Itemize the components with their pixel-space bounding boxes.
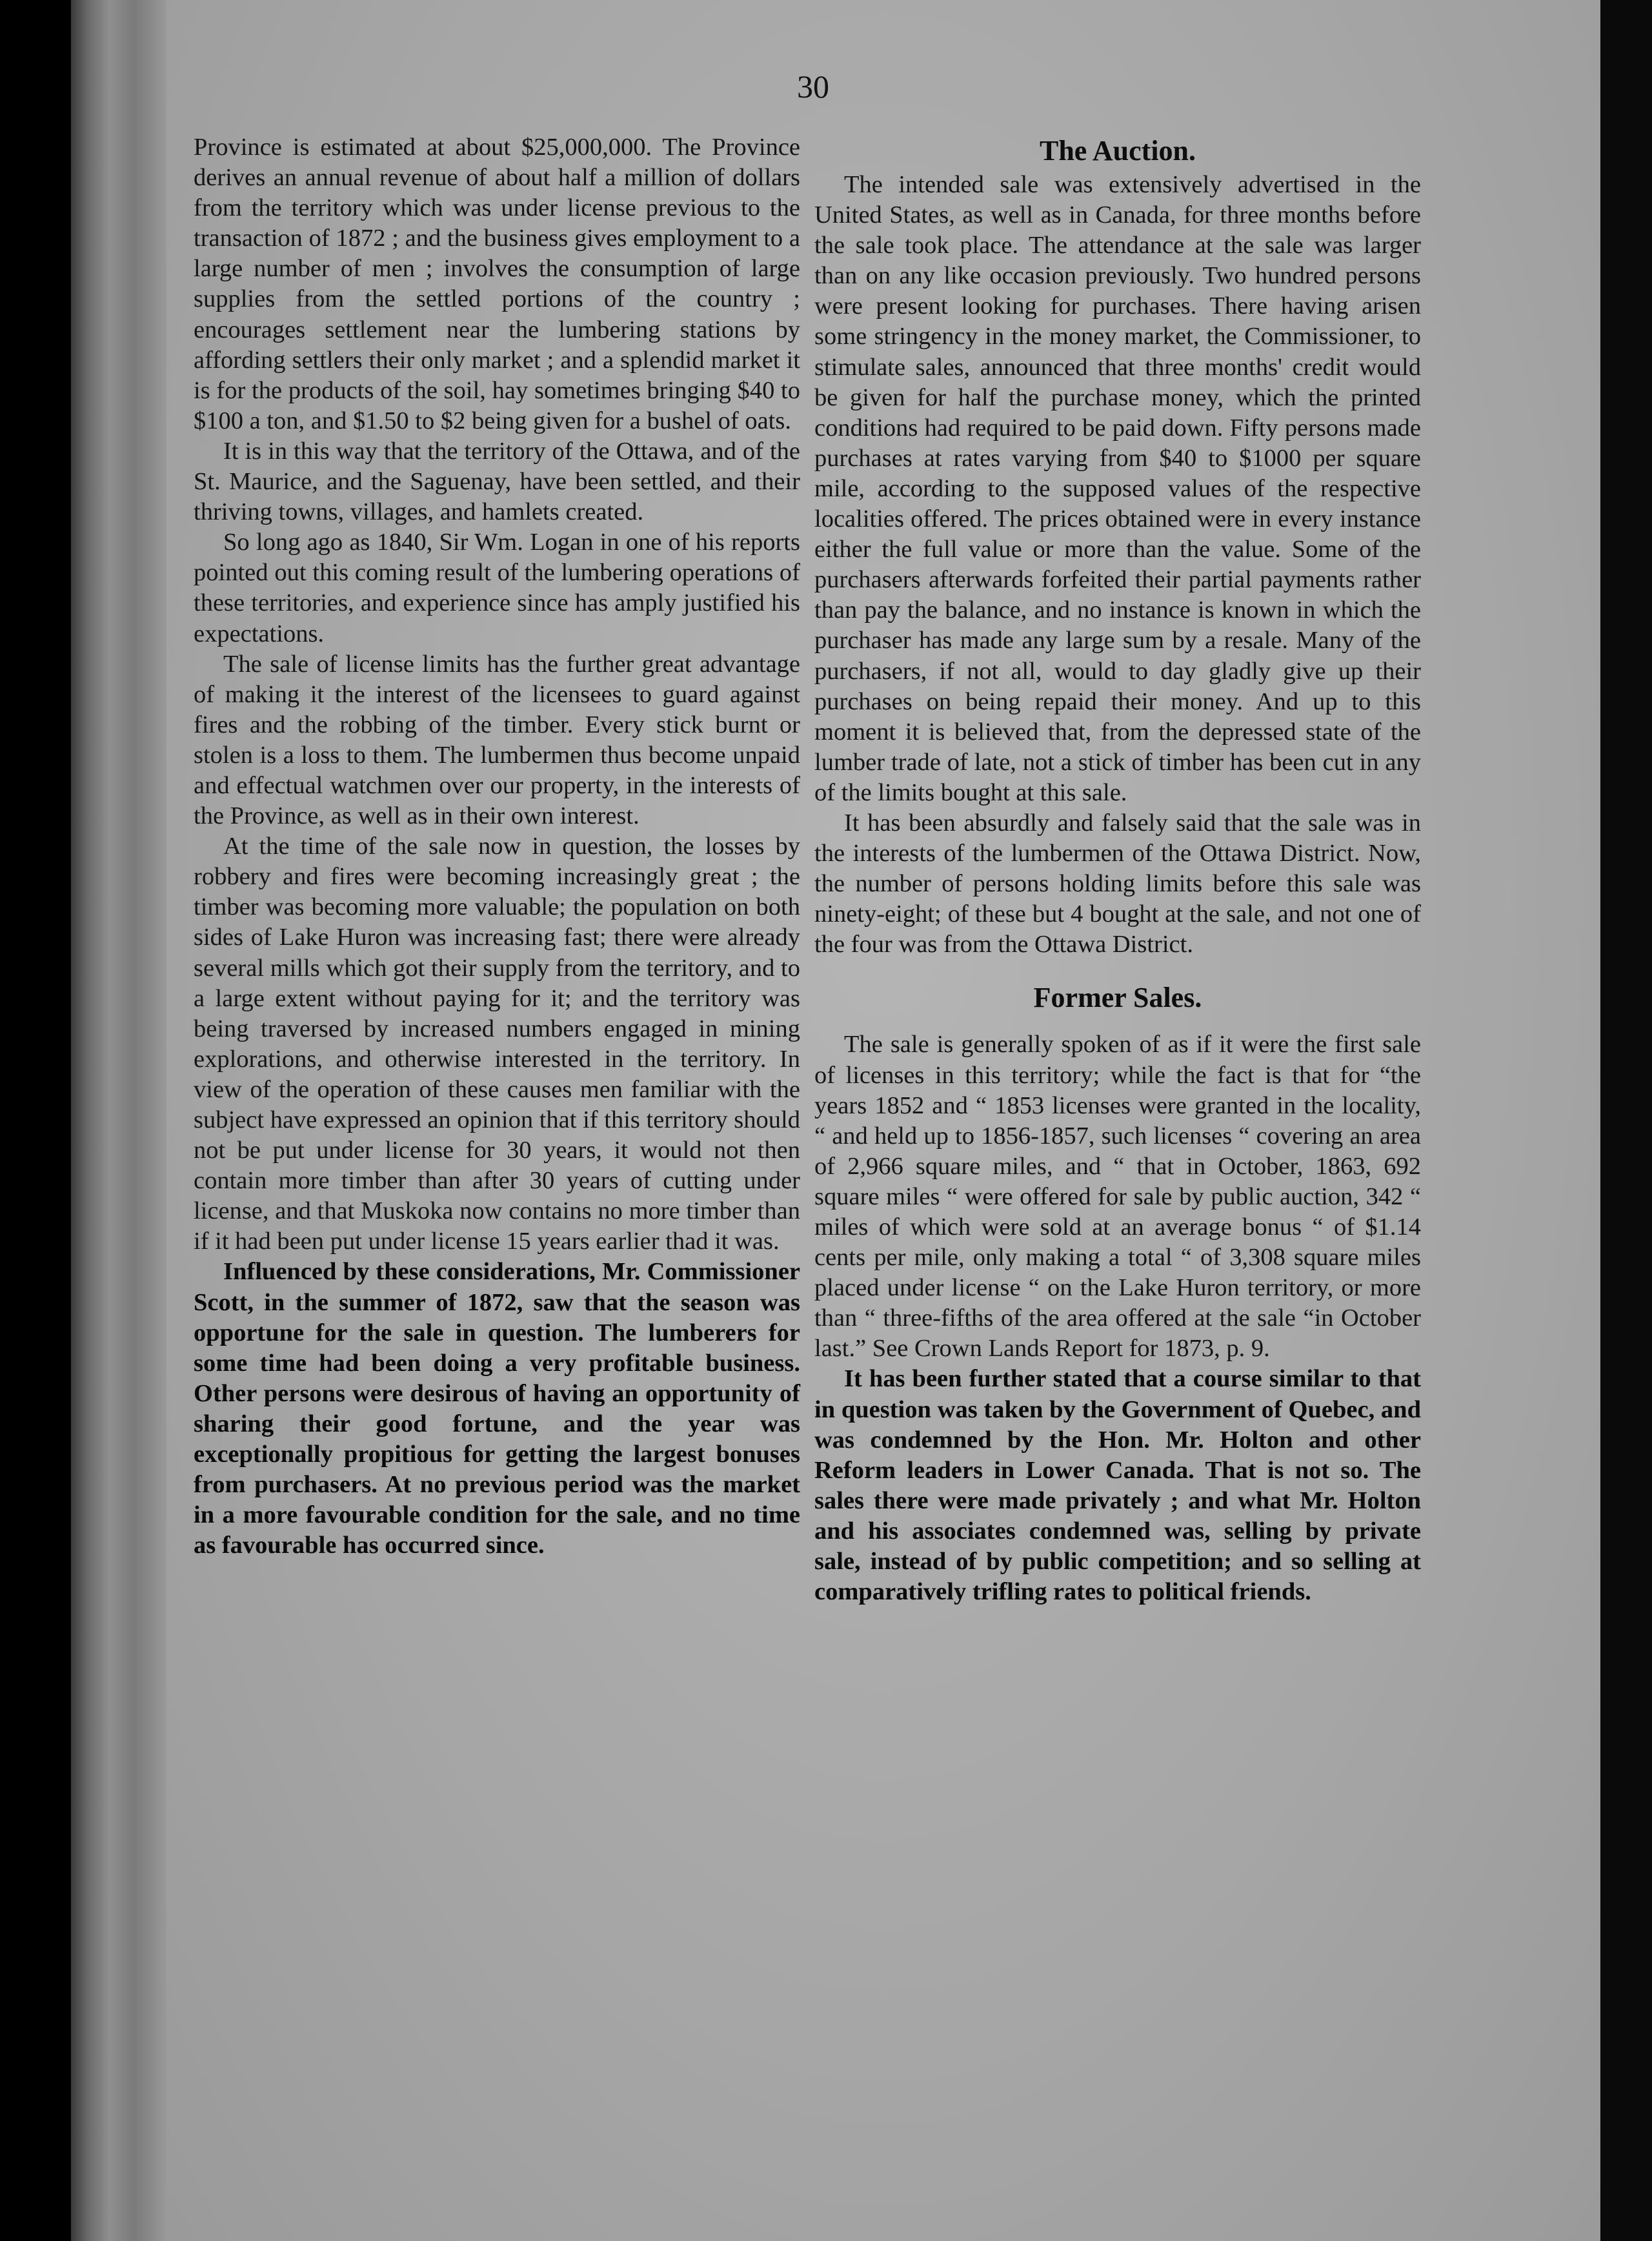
left-paragraph-6: Influenced by these considerations, Mr. Commissioner Scott, in the summer of 1872, saw that the season was opportune for the sale in question. The lumberers for some time had been doing a very profitable business. Other persons were desirous of having an opportunity of sharing their good fortune, and the year was exceptionally propitious for getting the largest bonuses from purchasers. At no previous period was the market in a more favourable condition for the sale, and no time as favourable has occurred since. bbox=[194, 1258, 800, 1559]
auction-paragraph-2: It has been absurdly and falsely said that the sale was in the interests of the lumbermen of the Ottawa District. Now, the number of persons holding limits before this sale was ninety-eight; of these but 4 bought at the sale, and not one of the four was from the Ottawa District. bbox=[814, 809, 1421, 958]
left-paragraph-5: At the time of the sale now in question, the losses by robbery and fires were becoming increasingly great ; the timber was becoming more valuable; the population on both sides of Lake Huron was increasing fast; there were already several mills which got their supply from the territory, and to a large extent without paying for it; and the territory was being traversed by increased numbers engaged in mining explorations, and otherwise interested in the territory. In view of the operation of these causes men familiar with the subject have expressed an opinion that if this territory should not be put under license for 30 years, it would not then contain more timber than after 30 years of cutting under license, and that Muskoka now contains no more timber than if it had been put under license 15 years earlier thad it was. bbox=[194, 833, 800, 1255]
heading-the-auction: The Auction. bbox=[1039, 135, 1196, 167]
book-binding-gutter bbox=[71, 0, 168, 2241]
former-paragraph-1: The sale is generally spoken of as if it were the first sale of licenses in this territory; while the fact is that for “the years 1852 and “ 1853 licenses were granted in the locality, “ and held up to 1856-1857, such licenses “ covering an area of 2,966 square miles, and “ that in October, 1863, 692 square miles “ were offered for sale by public auction, 342 “ miles of which were sold at an average bonus “ of $1.14 cents per mile, only making a total “ of 3,308 square miles placed under license “ on the Lake Huron territory, or more than “ three-fifths of the area offered at the sale “in October last.” See Crown Lands Report for 1873, p. 9. bbox=[814, 1031, 1421, 1363]
former-paragraph-2: It has been further stated that a course similar to that in question was taken by the Government of Quebec, and was condemned by the Hon. Mr. Holton and other Reform leaders in Lower Canada. That is not so. The sales there were made privately ; and what Mr. Holton and his associates condemned was, selling by private sale, instead of by public competition; and so selling at comparatively trifling rates to political friends. bbox=[814, 1365, 1421, 1606]
page-right-edge bbox=[1600, 0, 1652, 2241]
left-paragraph-1: Province is estimated at about $25,000,000. The Province derives an annual revenue of about half a million of dollars from the territory which was under license previous to the transaction of 1872 ; and the business gives employment to a large number of men ; involves the consumption of large supplies from the settled portions of the country ; encourages settlement near the lumbering stations by affording settlers their only market ; and a splendid market it is for the products of the soil, hay sometimes bringing $40 to $100 a ton, and $1.50 to $2 being given for a bushel of oats. bbox=[194, 134, 800, 434]
right-column bbox=[814, 132, 1421, 1607]
left-column bbox=[194, 132, 800, 1561]
left-paragraph-3: So long ago as 1840, Sir Wm. Logan in one of his reports pointed out this coming result of the lumbering operations of these territories, and experience since has amply justified his expectations. bbox=[194, 529, 800, 647]
left-paragraph-4: The sale of license limits has the further great advantage of making it the interest of the licensees to guard against fires and the robbing of the timber. Every stick burnt or stolen is a loss to them. The lumbermen thus become unpaid and effectual watchmen over our property, in the interests of the Province, as well as in their own interest. bbox=[194, 650, 800, 830]
left-paragraph-2: It is in this way that the territory of the Ottawa, and of the St. Maurice, and the Saguenay, have been settled, and their thriving towns, villages, and hamlets created. bbox=[194, 437, 800, 526]
heading-former-sales: Former Sales. bbox=[1033, 982, 1202, 1014]
auction-paragraph-1: The intended sale was extensively advertised in the United States, as well as in Canada, for three months before the sale took place. The attendance at the sale was larger than on any like occasion previously. Two hundred persons were present looking for purchases. There having arisen some stringency in the money market, the Commissioner, to stimulate sales, announced that three months' credit would be given for half the purchase money, which the printed conditions had required to be paid down. Fifty persons made purchases at rates varying from $40 to $1000 per square mile, according to the supposed values of the respective localities offered. The prices obtained were in every instance either the full value or more than the value. Some of the purchasers afterwards forfeited their partial payments rather than pay the balance, and no instance is known in which the purchaser has made any large sum by a resale. Many of the purchasers, if not all, would to day gladly give up their purchases on being repaid their money. And up to this moment it is believed that, from the depressed state of the lumber trade of late, not a stick of timber has been cut in any of the limits bought at this sale. bbox=[814, 171, 1421, 806]
page-number: 30 bbox=[797, 68, 829, 105]
